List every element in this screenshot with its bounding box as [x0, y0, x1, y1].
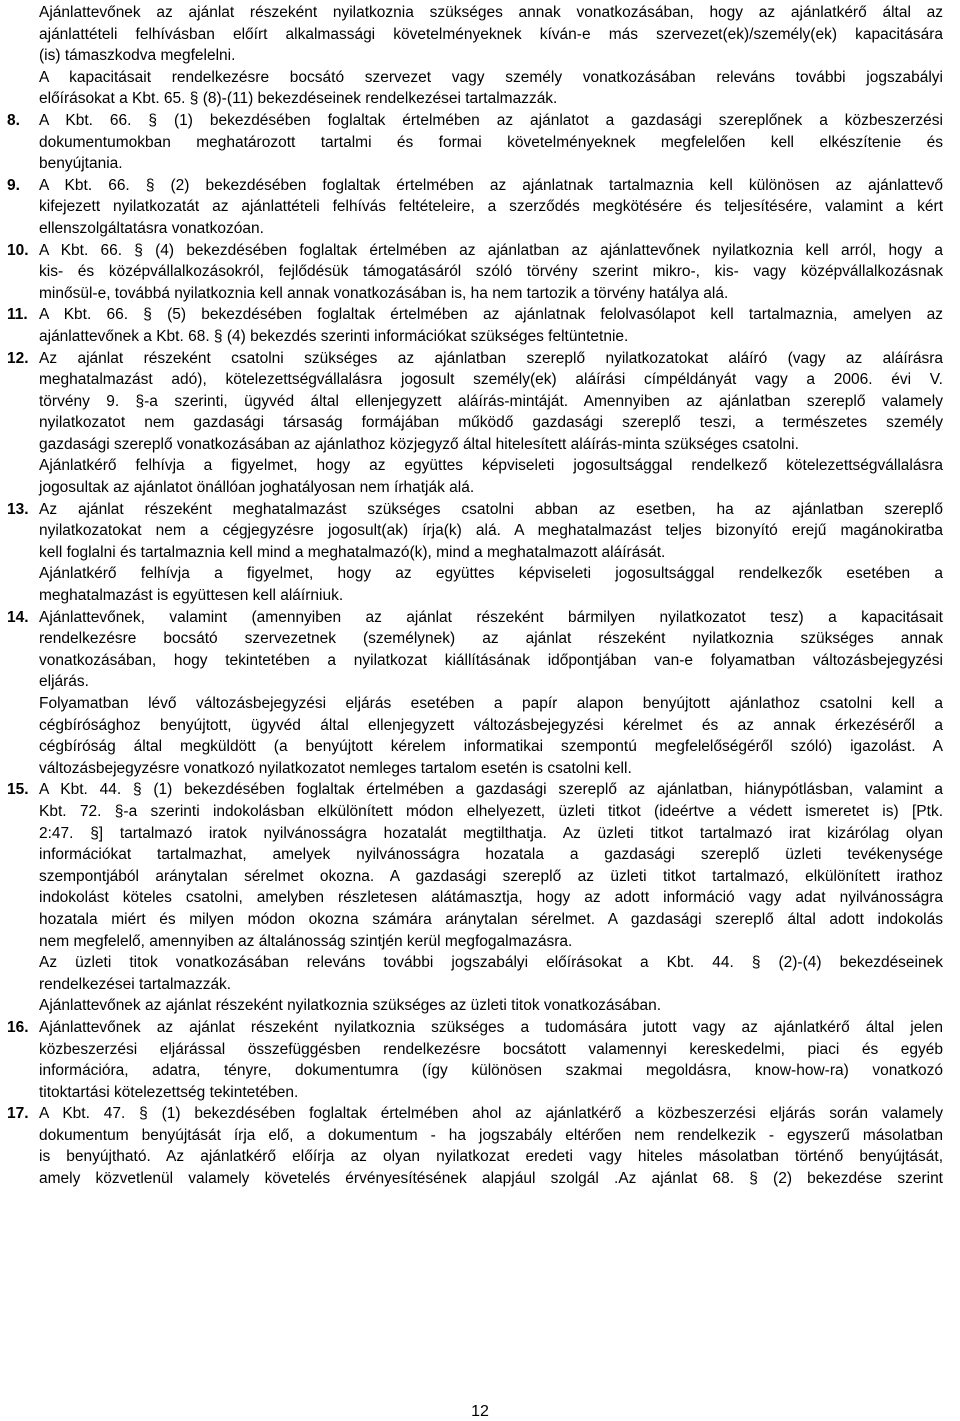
list-item-number: 9. — [7, 176, 20, 194]
text-line: ellenszolgáltatásra vonatkozóan. — [39, 219, 264, 237]
list-item-number: 10. — [7, 241, 29, 259]
document-body — [0, 2, 960, 1190]
text-line: kis- és középvállalkozásokról, fejlődésük támogatásáról szóló törvény szerint mikro-, kis- vagy középvállalkozásnak — [39, 263, 943, 281]
text-line: dokumentum benyújtását írja elő, a dokumentum - ha jogszabály eltérően nem rendelkezik - egyszerű másolatban — [39, 1126, 943, 1144]
list-item-number: 17. — [7, 1105, 29, 1123]
list-item — [0, 240, 960, 305]
text-line: 2:47. §] tartalmazó iratok nyilvánosságra hozatalát megtilthatja. Az üzleti titkot tartalmazó irat kizárólag olyan — [39, 824, 943, 842]
list-item-text — [0, 499, 960, 607]
text-line: Kbt. 72. §-a szerinti indokolásban elkülönített módon elhelyezett, üzleti titkot (ideértve a védett ismeretet is) [Ptk. — [39, 802, 943, 820]
list-item-text — [0, 607, 960, 780]
text-line: minősül-e, továbbá nyilatkoznia kell annak vonatkozásában is, ha nem tartozik a törvény hatálya alá. — [39, 284, 729, 302]
text-line: vonatkozásában, hogy tekintetében a nyilatkozat kiállításának időpontjában van-e folyamatban változásbejegyzési — [39, 651, 943, 669]
list-item-text — [0, 175, 960, 240]
text-line: indokolást köteles csatolni, amelyben részletesen alátámasztja, hogy az adott információ vagy adat nyilvánosságra — [39, 889, 943, 907]
text-line: jogosultak az ajánlatot önállóan joghatályosan nem írhatják alá. — [39, 479, 475, 497]
text-line: nyilatkozatot nem gazdasági társaság formájában működő gazdasági szereplő teszi, a természetes személy — [39, 414, 943, 432]
text-line: is benyújtható. Az ajánlatkérő előírja az olyan nyilatkozat eredeti vagy hiteles másolatban történő benyújtását, — [39, 1148, 943, 1166]
text-line: törvény 9. §-a szerinti, ügyvéd által ellenjegyzett aláírás-mintáját. Amennyiben az ajánlatban szereplő valamely — [39, 392, 943, 410]
text-line: információra, adatra, tényre, dokumentumra (így különösen szakmai megoldásra, know-how-ra) vonatkozó — [39, 1062, 943, 1080]
text-line: információkat tartalmazhat, amelyek nyilvánosságra hozatala a gazdasági szereplő üzleti tevékenysége — [39, 846, 943, 864]
text-line: közbeszerzési eljárással összefüggésben rendelkezésre bocsátott valamennyi kereskedelmi, piaci és egyéb — [39, 1040, 943, 1058]
list-item-number: 8. — [7, 111, 20, 129]
list-item-text — [0, 304, 960, 347]
text-line: A Kbt. 66. § (5) bekezdésében foglaltak értelmében az ajánlatnak felolvasólapot kell tartalmaznia, amelyen az — [39, 306, 943, 324]
text-line: eljárás. — [39, 673, 89, 691]
text-line: Az ajánlat részeként meghatalmazást szükséges csatolni abban az esetben, ha az ajánlatban szereplő — [39, 500, 943, 518]
text-line: cégbíróság által megküldött (a benyújtott kérelem informatikai szempontú megfelelőségéről szóló) igazolást. A — [39, 738, 943, 756]
text-line: hozatala miért és milyen módon okozna számára aránytalan sérelmet. A gazdasági szereplő által adott indokolás — [39, 910, 943, 928]
text-line: benyújtania. — [39, 155, 123, 173]
list-item-number: 13. — [7, 500, 29, 518]
list-item-text — [0, 1103, 960, 1189]
list-item-text — [0, 1017, 960, 1103]
text-line: szempontjából aránytalan sérelmet okozna. A gazdasági szereplő az üzleti titkot tartalmazó, elkülönített irathoz — [39, 867, 943, 885]
text-line: A kapacitásait rendelkezésre bocsátó szervezet vagy személy vonatkozásában releváns további jogszabályi — [39, 68, 943, 86]
text-line: rendelkezései tartalmazzák. — [39, 975, 232, 993]
list-item — [0, 1017, 960, 1103]
list-item-number: 12. — [7, 349, 29, 367]
text-line: Ajánlattevőnek, valamint (amennyiben az ajánlat részeként bármilyen nyilatkozatot tesz) a kapacitásait — [39, 608, 943, 626]
paragraph — [0, 2, 960, 110]
list-item — [0, 110, 960, 175]
list-item — [0, 607, 960, 780]
list-item-text — [0, 348, 960, 499]
text-line: cégbírósághoz benyújtott, ügyvéd által ellenjegyzett változásbejegyzési kérelmet és az annak érkezéséről a — [39, 716, 943, 734]
list-item-text — [0, 2, 960, 110]
page-number: 12 — [471, 1403, 489, 1420]
list-item — [0, 1103, 960, 1189]
text-line: A Kbt. 66. § (4) bekezdésében foglaltak értelmében az ajánlatban az ajánlattevőnek nyilatkoznia kell arról, hogy a — [39, 241, 943, 259]
text-line: Ajánlatkérő felhívja a figyelmet, hogy az együttes képviseleti jogosultsággal rendelkező kötelezettségvállalásra — [39, 457, 943, 475]
list-item-text — [0, 779, 960, 1017]
text-line: nyilatkozatokat nem a cégjegyzésre jogosult(ak) írja(k) alá. A meghatalmazást teljes bizonyító erejű magánokiratba — [39, 522, 943, 540]
text-line: Ajánlattevőnek az ajánlat részeként nyilatkoznia szükséges annak vonatkozásában, hogy az ajánlatkérő által az — [39, 4, 943, 21]
text-line: kell foglalni és tartalmaznia kell mind a meghatalmazó(k), mind a meghatalmazott aláírását. — [39, 543, 666, 561]
text-line: dokumentumokban meghatározott tartalmi és formai követelményeknek megfelelően kell elkészítenie és — [39, 133, 943, 151]
text-line: gazdasági szereplő vonatkozásában az ajánlathoz közjegyző által hitelesített aláírás-minta szükséges csatolni. — [39, 435, 799, 453]
text-line: Ajánlattevőnek az ajánlat részeként nyilatkoznia szükséges a tudomására jutott vagy az ajánlatkérő által jelen — [39, 1018, 943, 1036]
text-line: ajánlattevőnek a Kbt. 68. § (4) bekezdés szerinti információkat szükséges feltüntetnie. — [39, 327, 629, 345]
text-line: ajánlattételi felhívásban előírt alkalmassági követelményeknek kíván-e más szervezet(ek)/személy(ek) kapacitására — [39, 25, 943, 43]
text-line: (is) támaszkodva megfelelni. — [39, 47, 236, 65]
text-line: A Kbt. 66. § (2) bekezdésében foglaltak értelmében az ajánlatnak tartalmaznia kell különösen az ajánlattevő — [39, 176, 943, 194]
text-line: Az ajánlat részeként csatolni szükséges az ajánlatban szereplő nyilatkozatokat aláíró (vagy az aláírásra — [39, 349, 943, 367]
text-line: változásbejegyzésre vonatkozó nyilatkozatot nemleges tartalom esetén is csatolni kell. — [39, 759, 632, 777]
text-line: amely közvetlenül valamely követelés érvényesítésének alapjául szolgál .Az ajánlat 68. § (2) bekezdése szerint — [39, 1170, 943, 1188]
text-line: meghatalmazást is együttesen kell aláírniuk. — [39, 587, 344, 605]
text-line: Ajánlatkérő felhívja a figyelmet, hogy az együttes képviseleti jogosultsággal rendelkezők esetében a — [39, 565, 943, 583]
text-line: nem megfelelő, amennyiben az általánosság szintjén kerül megfogalmazásra. — [39, 932, 573, 950]
list-item — [0, 499, 960, 607]
text-line: A Kbt. 44. § (1) bekezdésében foglaltak értelmében a gazdasági szereplő az ajánlatban, hiánypótlásban, valamint a — [39, 781, 943, 799]
text-line: A Kbt. 47. § (1) bekezdésében foglaltak értelmében ahol az ajánlatkérő a közbeszerzési eljárás során valamely — [39, 1105, 943, 1123]
text-line: rendelkezésre bocsátó szervezetnek (személynek) az ajánlat részeként nyilatkoznia szükséges annak — [39, 630, 943, 648]
text-line: A Kbt. 66. § (1) bekezdésében foglaltak értelmében az ajánlatot a gazdasági szereplőnek a közbeszerzési — [39, 111, 943, 129]
text-line: Folyamatban lévő változásbejegyzési eljárás esetében a papír alapon benyújtott ajánlathoz csatolni kell a — [39, 695, 943, 712]
list-item-text — [0, 110, 960, 175]
list-item-number: 16. — [7, 1018, 29, 1036]
list-item — [0, 304, 960, 347]
text-line: Ajánlattevőnek az ajánlat részeként nyilatkoznia szükséges az üzleti titok vonatkozásában. — [39, 997, 662, 1015]
text-line: Az üzleti titok vonatkozásában releváns további jogszabályi előírásokat a Kbt. 44. § (2)-(4) bekezdéseinek — [39, 954, 943, 972]
text-line: titoktartási kötelezettség tekintetében. — [39, 1083, 299, 1101]
list-item — [0, 348, 960, 499]
list-item-text — [0, 240, 960, 305]
list-item — [0, 175, 960, 240]
list-item — [0, 779, 960, 1017]
list-item-number: 11. — [7, 306, 28, 324]
list-item-number: 15. — [7, 781, 29, 799]
text-line: meghatalmazást adó), kötelezettségvállalásra jogosult személy(ek) aláírási címpéldányát vagy a 2006. évi V. — [39, 371, 943, 389]
text-line: kifejezett nyilatkozatát az ajánlattételi felhívás feltételeire, a szerződés megkötésére és teljesítésére, valamint a kért — [39, 198, 943, 216]
text-line: előírásokat a Kbt. 65. § (8)-(11) bekezdéseinek rendelkezései tartalmazzák. — [39, 90, 558, 108]
list-item-number: 14. — [7, 608, 29, 626]
